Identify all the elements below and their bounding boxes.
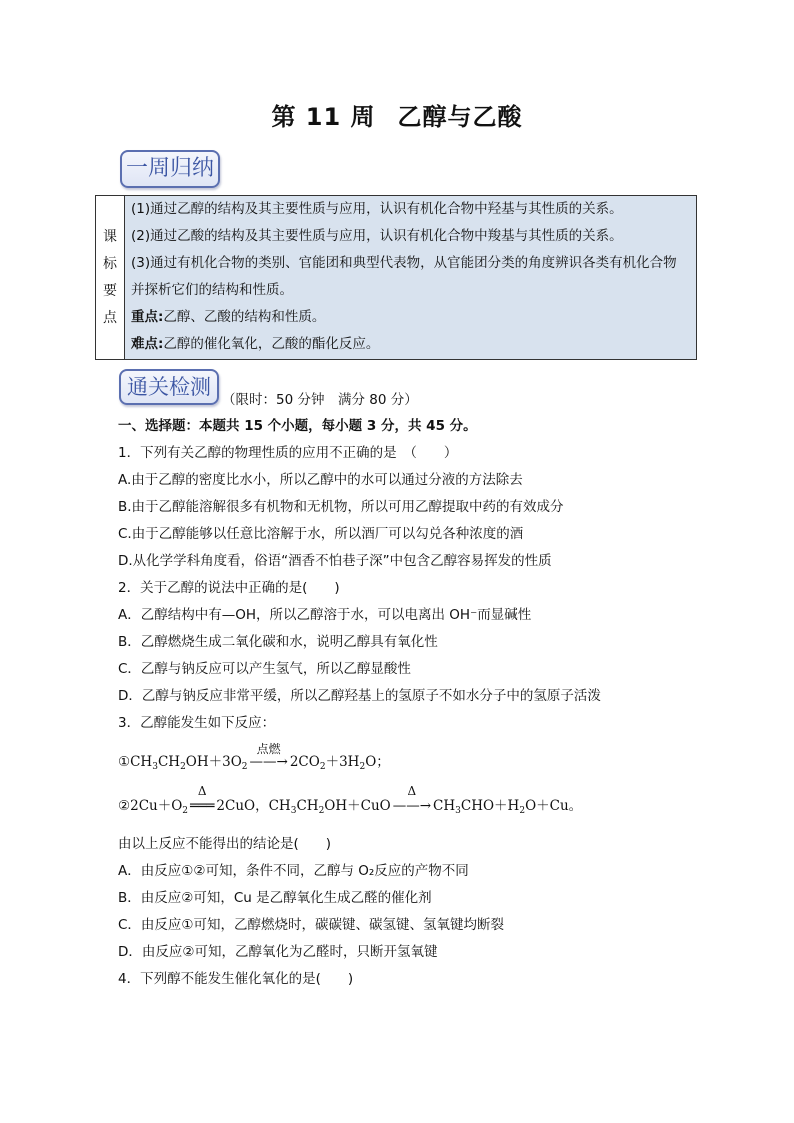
hard-text: 乙醇的催化氧化，乙酸的酯化反应。 [163,336,380,352]
q4-stem: 4．下列醇不能发生催化氧化的是( ) [118,971,354,987]
title-week: 第 11 周 [271,103,376,131]
q3-option-c: C．由反应①可知，乙醇燃烧时，碳碳键、碳氢键、氢氧键均断裂 [118,917,505,933]
q2-stem: 2．关于乙醇的说法中正确的是( ) [118,580,340,596]
q1-option-d: D.从化学学科角度看，俗语“酒香不怕巷子深”中包含乙醇容易挥发的性质 [118,553,552,569]
goal-line: (3)通过有机化合物的类别、官能团和典型代表物，从官能团分类的角度辨识各类有机化合物 [131,255,677,271]
goal-line: (1)通过乙醇的结构及其主要性质与应用，认识有机化合物中羟基与其性质的关系。 [131,201,623,217]
hard-label: 难点: [131,336,164,352]
side-char: 点 [103,309,117,326]
condition-ignite: 点燃 [256,742,281,756]
q3-option-b: B．由反应②可知，Cu 是乙醇氧化生成乙醛的催化剂 [118,890,432,906]
q1-option-b: B.由于乙醇能溶解很多有机物和无机物，所以可用乙醇提取中药的有效成分 [118,499,564,515]
q3-conclusion: 由以上反应不能得出的结论是( ) [118,836,332,852]
q2-option-a: A．乙醇结构中有—OH，所以乙醇溶于水，可以电离出 OH⁻而显碱性 [118,607,532,623]
q1-option-a: A.由于乙醇的密度比水小，所以乙醇中的水可以通过分液的方法除去 [118,472,523,488]
weekly-summary-badge: 一周归纳 [120,150,220,188]
goals-content [131,196,692,358]
goal-line: 并探析它们的结构和性质。 [131,282,293,298]
goals-side-label [96,196,125,359]
key-text: 乙醇、乙酸的结构和性质。 [163,309,326,325]
key-point [131,304,692,331]
q2-option-c: C．乙醇与钠反应可以产生氢气，所以乙醇显酸性 [118,661,411,677]
reaction-2: $②2Cu+O_2$ Δ ═══ 2CuO，$CH_3CH_2OH+CuO$ Δ ——→ $CH_3CHO+H_2O+Cu$。 [118,784,583,816]
condition-heat: Δ [407,784,417,798]
difficult-point [131,331,692,358]
curriculum-goals-box [95,195,697,360]
key-label: 重点: [131,309,164,325]
time-limit: （限时：50 分钟 满分 80 分） [222,392,418,408]
section-heading: 一、选择题：本题共 15 个小题，每小题 3 分，共 45 分。 [118,418,477,434]
side-char: 标 [103,255,117,272]
reaction-1: $①CH_3CH_2OH+3O_2$ 点燃 ——→ $2CO_2+3H_2O$； [118,742,390,772]
q2-option-b: B．乙醇燃烧生成二氧化碳和水，说明乙醇具有氧化性 [118,634,438,650]
q3-option-d: D．由反应②可知，乙醇氧化为乙醛时，只断开氢氧键 [118,944,438,960]
condition-heat: Δ [197,784,207,798]
title-topic: 乙醇与乙酸 [397,103,523,131]
q3-stem: 3．乙醇能发生如下反应： [118,715,276,731]
q1-option-c: C.由于乙醇能够以任意比溶解于水，所以酒厂可以勾兑各种浓度的酒 [118,526,524,542]
q1-stem: 1．下列有关乙醇的物理性质的应用不正确的是 （ ） [118,445,458,461]
q2-option-d: D．乙醇与钠反应非常平缓，所以乙醇羟基上的氢原子不如水分子中的氢原子活泼 [118,688,601,704]
goal-line: (2)通过乙酸的结构及其主要性质与应用，认识有机化合物中羧基与其性质的关系。 [131,228,623,244]
page-title [0,97,794,132]
q3-option-a: A．由反应①②可知，条件不同，乙醇与 O₂反应的产物不同 [118,863,469,879]
side-char: 课 [103,228,117,245]
test-badge: 通关检测 [119,369,219,405]
side-char: 要 [103,282,117,299]
